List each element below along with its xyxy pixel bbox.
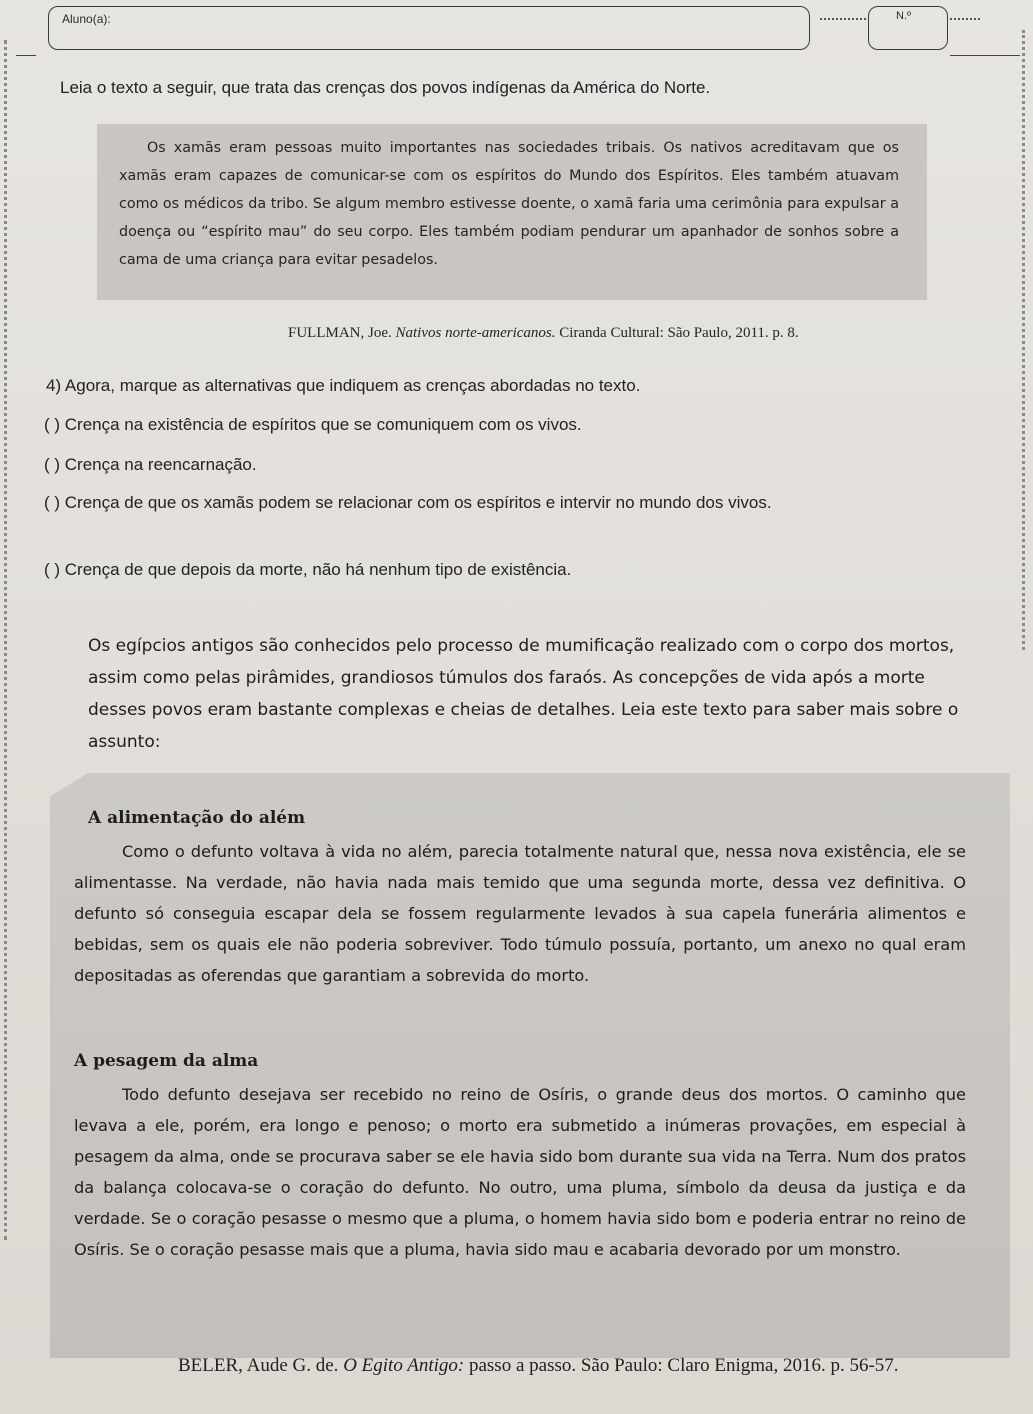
page-border-top-right [950, 55, 1020, 56]
ref2-author: BELER, Aude G. de. [178, 1355, 344, 1376]
ref2-rest: passo a passo. São Paulo: Claro Enigma, 2016. p. 56-57. [464, 1355, 899, 1376]
page-border-right [1022, 30, 1025, 650]
section-title-soul: A pesagem da alma [74, 1051, 259, 1071]
option-3-text: Crença de que os xamãs podem se relacionar com os espíritos e intervir no mundo dos vivos. [60, 493, 772, 512]
quote-text: Os xamãs eram pessoas muito importantes nas sociedades tribais. Os nativos acreditavam que os xamãs eram capazes de comunicar-se com os espíritos do Mundo dos Espíritos. Eles também atuavam como os médicos da tribo. Se algum membro estivesse doente, o xamã faria uma cerimônia para expulsar a doença ou “espírito mau” do seu corpo. Eles também podiam pendurar um apanhador de sonhos sobre a cama de uma criança para evitar pesadelos. [119, 140, 899, 268]
egypt-intro [88, 630, 968, 758]
student-name-label: Aluno(a): [62, 12, 111, 26]
option-3-checkbox[interactable]: ( ) [44, 493, 61, 512]
option-2-text: Crença na reencarnação. [60, 455, 257, 474]
section-title-food: A alimentação do além [88, 808, 306, 828]
ref1-title: Nativos norte-americanos. [395, 325, 556, 341]
section-text-soul [74, 1079, 966, 1265]
option-4-checkbox[interactable]: ( ) [44, 560, 61, 579]
ref1-rest: Ciranda Cultural: São Paulo, 2011. p. 8. [555, 325, 799, 341]
option-2-checkbox[interactable]: ( ) [44, 455, 61, 474]
option-1[interactable] [44, 412, 954, 437]
ref2-title: O Egito Antigo: [343, 1355, 465, 1376]
egypt-reference [178, 1355, 899, 1377]
header-dotted-line [820, 18, 866, 20]
native-americans-quote [97, 124, 927, 300]
question-4: 4) Agora, marque as alternativas que indiquem as crenças abordadas no texto. [46, 376, 641, 395]
section-soul-paragraph: Todo defunto desejava ser recebido no reino de Osíris, o grande deus dos mortos. O caminho que levava a ele, porém, era longo e penoso; o morto era submetido a inúmeras provações, em especial à pesagem da alma, onde se procurava saber se ele havia sido bom durante sua vida na Terra. Num dos pratos da balança colocava-se o coração do defunto. No outro, uma pluma, símbolo da deusa da justiça e da verdade. Se o coração pesasse o mesmo que a pluma, o homem havia sido bom e poderia entrar no reino de Osíris. Se o coração pesasse mais que a pluma, havia sido mau e acabaria devorado por um monstro. [74, 1085, 966, 1259]
option-4-text: Crença de que depois da morte, não há nenhum tipo de existência. [60, 560, 572, 579]
page-border-left [4, 40, 7, 1240]
quote-reference [288, 325, 799, 342]
ref1-author: FULLMAN, Joe. [288, 325, 396, 341]
student-name-field[interactable] [48, 6, 810, 50]
option-1-text: Crença na existência de espíritos que se comuniquem com os vivos. [60, 415, 582, 434]
option-1-checkbox[interactable]: ( ) [44, 415, 61, 434]
student-number-label: N.º [896, 10, 912, 22]
option-4[interactable] [44, 557, 954, 582]
section-food-paragraph: Como o defunto voltava à vida no além, parecia totalmente natural que, nessa nova existência, ele se alimentasse. Na verdade, não havia nada mais temido que uma segunda morte, dessa vez definitiva. O defunto só conseguia escapar dela se fossem regularmente levados à sua capela funerária alimentos e bebidas, sem os quais ele não poderia sobreviver. Todo túmulo possuía, portanto, um anexo no qual eram depositadas as oferendas que garantiam a sobrevida do morto. [74, 842, 966, 985]
egypt-intro-text: Os egípcios antigos são conhecidos pelo processo de mumificação realizado com o corpo dos mortos, assim como pelas pirâmides, grandiosos túmulos dos faraós. As concepções de vida após a morte desses povos eram bastante complexas e cheias de detalhes. Leia este texto para saber mais sobre o assunto: [88, 636, 959, 752]
option-2[interactable] [44, 452, 954, 477]
section-text-food [74, 836, 966, 991]
header-dotted-line-right [950, 18, 980, 20]
option-3[interactable] [44, 490, 954, 515]
page-border-top-left [16, 55, 36, 56]
intro-instruction: Leia o texto a seguir, que trata das crenças dos povos indígenas da América do Norte. [60, 78, 711, 97]
